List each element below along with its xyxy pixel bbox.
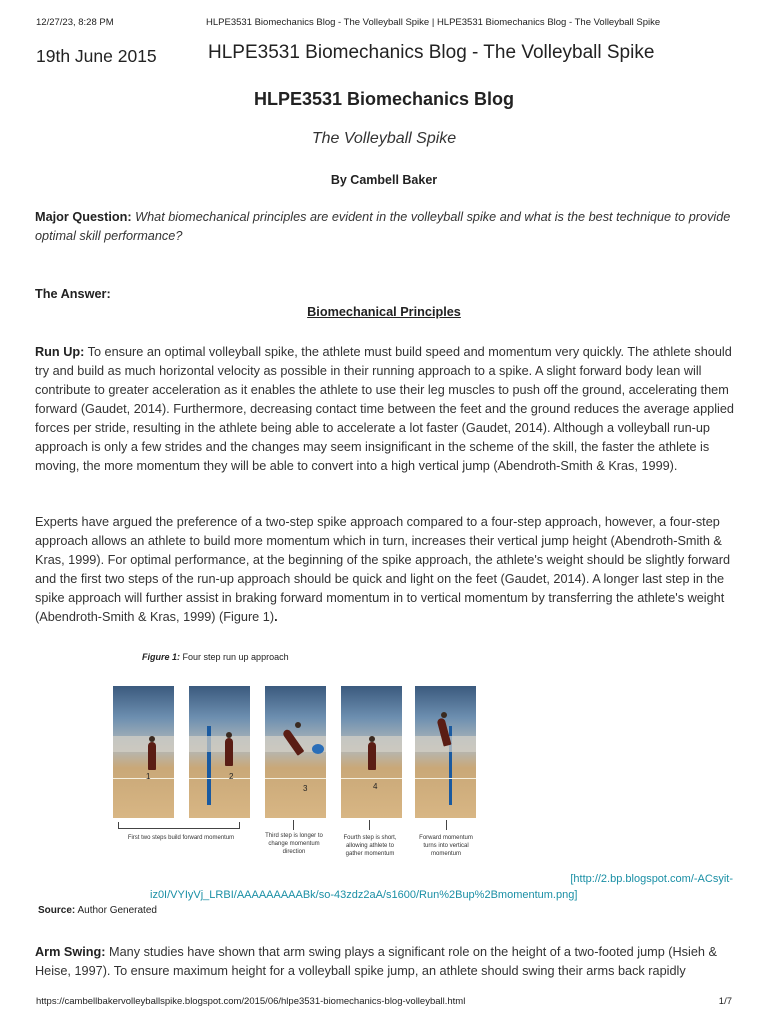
run-up-label: Run Up: [35, 345, 85, 359]
annotation-fourth-step: Fourth step is short, allowing athlete to gather momentum [343, 835, 397, 857]
blog-title-link[interactable]: HLPE3531 Biomechanics Blog - The Volleyball Spike [208, 42, 655, 63]
step4-tick [369, 820, 370, 830]
print-header [36, 17, 732, 31]
figure-caption [142, 652, 289, 662]
major-question [35, 208, 735, 246]
answer-label: The Answer: [35, 287, 111, 301]
arm-swing-text: Many studies have shown that arm swing plays a significant role on the height of a two-footed jump (Hsieh & Heise, 1997). To ensure maximum height for a volleyball spike jump, an athlete should swing their arms back rapidly [35, 945, 717, 978]
annotation-third-step: Third step is longer to change momentum direction [265, 833, 323, 855]
figure-source [38, 905, 157, 916]
step3-tick [293, 820, 294, 830]
photo-jump [415, 686, 476, 818]
source-text: Author Generated [75, 905, 157, 916]
photo-step-3 [265, 686, 326, 818]
photo-step-4 [341, 686, 402, 818]
footer-url: https://cambellbakervolleyballspike.blogspot.com/2015/06/hlpe3531-biomechanics-blog-volleyball.html [36, 996, 466, 1007]
annotation-first-two-steps: First two steps build forward momentum [127, 835, 235, 841]
run-up-paragraph [35, 343, 735, 476]
photo-step-1 [113, 686, 174, 818]
section-heading: Biomechanical Principles [307, 305, 461, 319]
image-link-line-1[interactable]: [http://2.bp.blogspot.com/-ACsyit- [570, 873, 733, 885]
post-subtitle: The Volleyball Spike [311, 130, 457, 147]
arm-swing-label: Arm Swing: [35, 945, 106, 959]
print-page-title: HLPE3531 Biomechanics Blog - The Volleyball Spike | HLPE3531 Biomechanics Blog - The Volleyball Spike [206, 17, 661, 28]
post-byline: By Cambell Baker [330, 173, 438, 187]
question-text: What biomechanical principles are evident in the volleyball spike and what is the best technique to provide optimal skill performance? [35, 210, 731, 243]
first-two-steps-bracket [118, 822, 240, 829]
experts-paragraph [35, 513, 735, 627]
step-number-3: 3 [303, 784, 308, 793]
step-number-1: 1 [146, 772, 151, 781]
figure-caption-text: Four step run up approach [180, 652, 289, 662]
run-up-text: To ensure an optimal volleyball spike, the athlete must build speed and momentum very quickly. The athlete should try and build as much horizontal velocity as possible in their running approach to a spike. A slight forward body lean will contribute to greater acceleration as it enables the athlete to use their leg muscles to push off the ground, accelerating them forward (Gaudet, 2014). Furthermore, decreasing contact time between the feet and the ground reduces the average applied forces per stride, resulting in the athlete being able to accelerate a lot faster (Gaudet, 2014). Although a volleyball run-up approach is only a few strides and the changes may seem insignificant in the scheme of the skill, the faster the athlete is moving, the more momentum they will be able to convert into a high vertical jump (Abendroth-Smith & Kras, 1999). [35, 345, 734, 473]
experts-end: . [274, 610, 278, 624]
arm-swing-paragraph [35, 943, 735, 981]
figure-image[interactable] [113, 686, 477, 820]
question-label: Major Question: [35, 210, 132, 224]
image-link-line-2[interactable]: iz0I/VYIyVj_LRBI/AAAAAAAAABk/so-43zdz2aA/s1600/Run%2Bup%2Bmomentum.png] [150, 889, 578, 901]
post-date: 19th June 2015 [36, 46, 157, 66]
experts-text: Experts have argued the preference of a two-step spike approach compared to a four-step approach, however, a four-step approach allows an athlete to build more momentum which in turn, increases their vertical jump height (Abendroth-Smith & Kras, 1999). For optimal performance, at the beginning of the spike approach, the athlete's weight should be slightly forward and the first two steps of the run-up approach should be quick and light on the feet (Gaudet, 2014). A longer last step in the spike approach will further assist in braking forward momentum in to vertical momentum by transferring the athlete's weight (Abendroth-Smith & Kras, 1999) (Figure 1) [35, 515, 730, 624]
page-number: 1/7 [718, 996, 732, 1007]
jump-tick [446, 820, 447, 830]
source-label: Source: [38, 905, 76, 916]
annotation-forward-momentum: Forward momentum turns into vertical momentum [419, 835, 473, 857]
figure-label: Figure 1: [142, 652, 181, 662]
print-timestamp: 12/27/23, 8:28 PM [36, 17, 114, 28]
post-heading: HLPE3531 Biomechanics Blog [253, 89, 515, 109]
step-number-4: 4 [373, 782, 378, 791]
photo-step-2 [189, 686, 250, 818]
step-number-2: 2 [229, 772, 234, 781]
